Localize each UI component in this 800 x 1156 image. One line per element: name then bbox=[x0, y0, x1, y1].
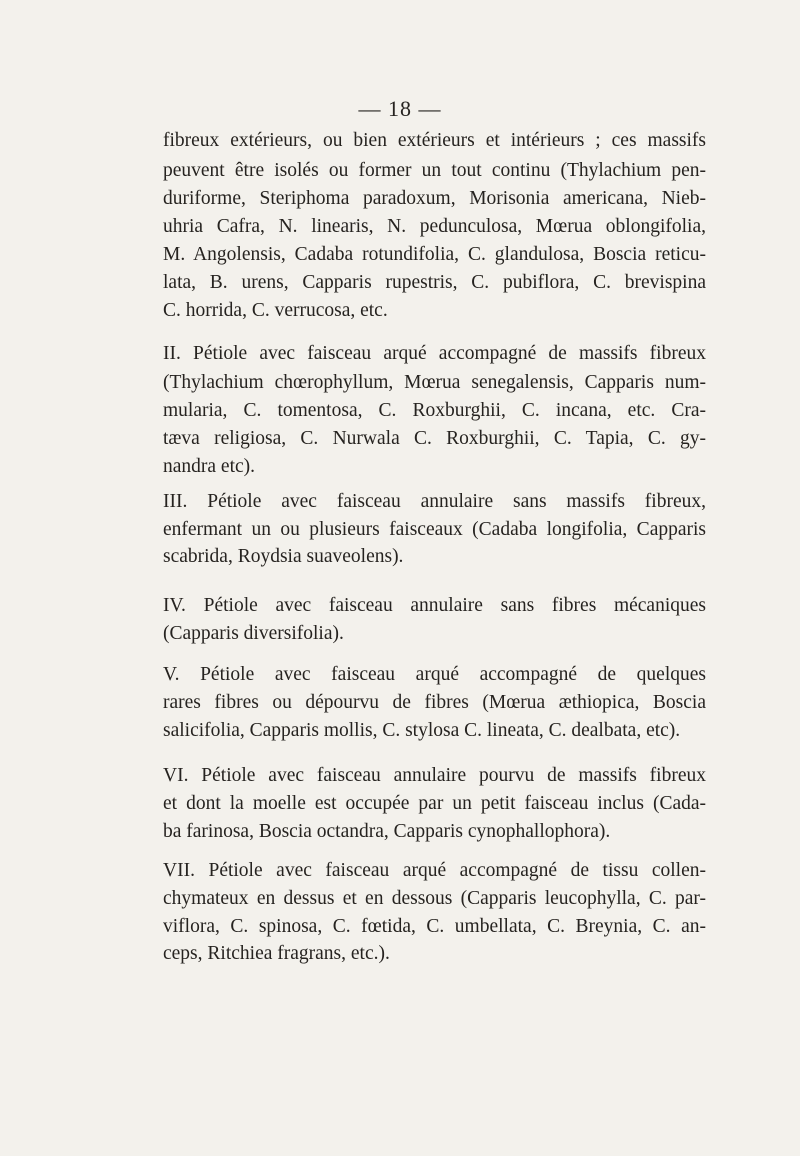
text-line: ba farinosa, Boscia octandra, Capparis cynophallophora). bbox=[163, 821, 611, 842]
text-line: rares fibres ou dépourvu de fibres (Mœrua æthiopica, Boscia bbox=[163, 692, 706, 713]
section-heading-line: VII. Pétiole avec faisceau arqué accompagné de tissu collen- bbox=[163, 860, 706, 881]
text-line: ceps, Ritchiea fragrans, etc.). bbox=[163, 943, 390, 964]
text-line: lata, B. urens, Capparis rupestris, C. pubiflora, C. brevispina bbox=[163, 272, 706, 293]
text-line: chymateux en dessus et en dessous (Capparis leucophylla, C. par- bbox=[163, 888, 706, 909]
text-line: duriforme, Steriphoma paradoxum, Morisonia americana, Nieb- bbox=[163, 188, 706, 209]
text-line: salicifolia, Capparis mollis, C. stylosa C. lineata, C. dealbata, etc). bbox=[163, 720, 681, 741]
text-line: tæva religiosa, C. Nurwala C. Roxburghii, C. Tapia, C. gy- bbox=[163, 428, 706, 449]
text-line: uhria Cafra, N. linearis, N. pedunculosa, Mœrua oblongifolia, bbox=[163, 216, 706, 237]
text-line: peuvent être isolés ou former un tout continu (Thylachium pen- bbox=[163, 160, 706, 181]
text-line: enfermant un ou plusieurs faisceaux (Cadaba longifolia, Capparis bbox=[163, 519, 706, 540]
text-line: C. horrida, C. verrucosa, etc. bbox=[163, 300, 388, 321]
section-heading-line: III. Pétiole avec faisceau annulaire sans massifs fibreux, bbox=[163, 491, 706, 512]
page-number: — 18 — bbox=[358, 96, 442, 121]
section-heading-line: IV. Pétiole avec faisceau annulaire sans fibres mécaniques bbox=[163, 595, 706, 616]
text-line: scabrida, Roydsia suaveolens). bbox=[163, 546, 404, 567]
text-line: (Capparis diversifolia). bbox=[163, 623, 344, 644]
text-line: viflora, C. spinosa, C. fœtida, C. umbellata, C. Breynia, C. an- bbox=[163, 916, 706, 937]
text-line: M. Angolensis, Cadaba rotundifolia, C. glandulosa, Boscia reticu- bbox=[163, 244, 706, 265]
section-heading-line: VI. Pétiole avec faisceau annulaire pourvu de massifs fibreux bbox=[163, 765, 706, 786]
text-line: nandra etc). bbox=[163, 456, 256, 477]
text-line: mularia, C. tomentosa, C. Roxburghii, C. incana, etc. Cra- bbox=[163, 400, 706, 421]
text-line: (Thylachium chœrophyllum, Mœrua senegalensis, Capparis num- bbox=[163, 372, 706, 393]
text-line: fibreux extérieurs, ou bien extérieurs et intérieurs ; ces massifs bbox=[163, 130, 706, 151]
text-line: et dont la moelle est occupée par un petit faisceau inclus (Cada- bbox=[163, 793, 706, 814]
section-heading-line: II. Pétiole avec faisceau arqué accompagné de massifs fibreux bbox=[163, 343, 706, 364]
section-heading-line: V. Pétiole avec faisceau arqué accompagné de quelques bbox=[163, 664, 706, 685]
